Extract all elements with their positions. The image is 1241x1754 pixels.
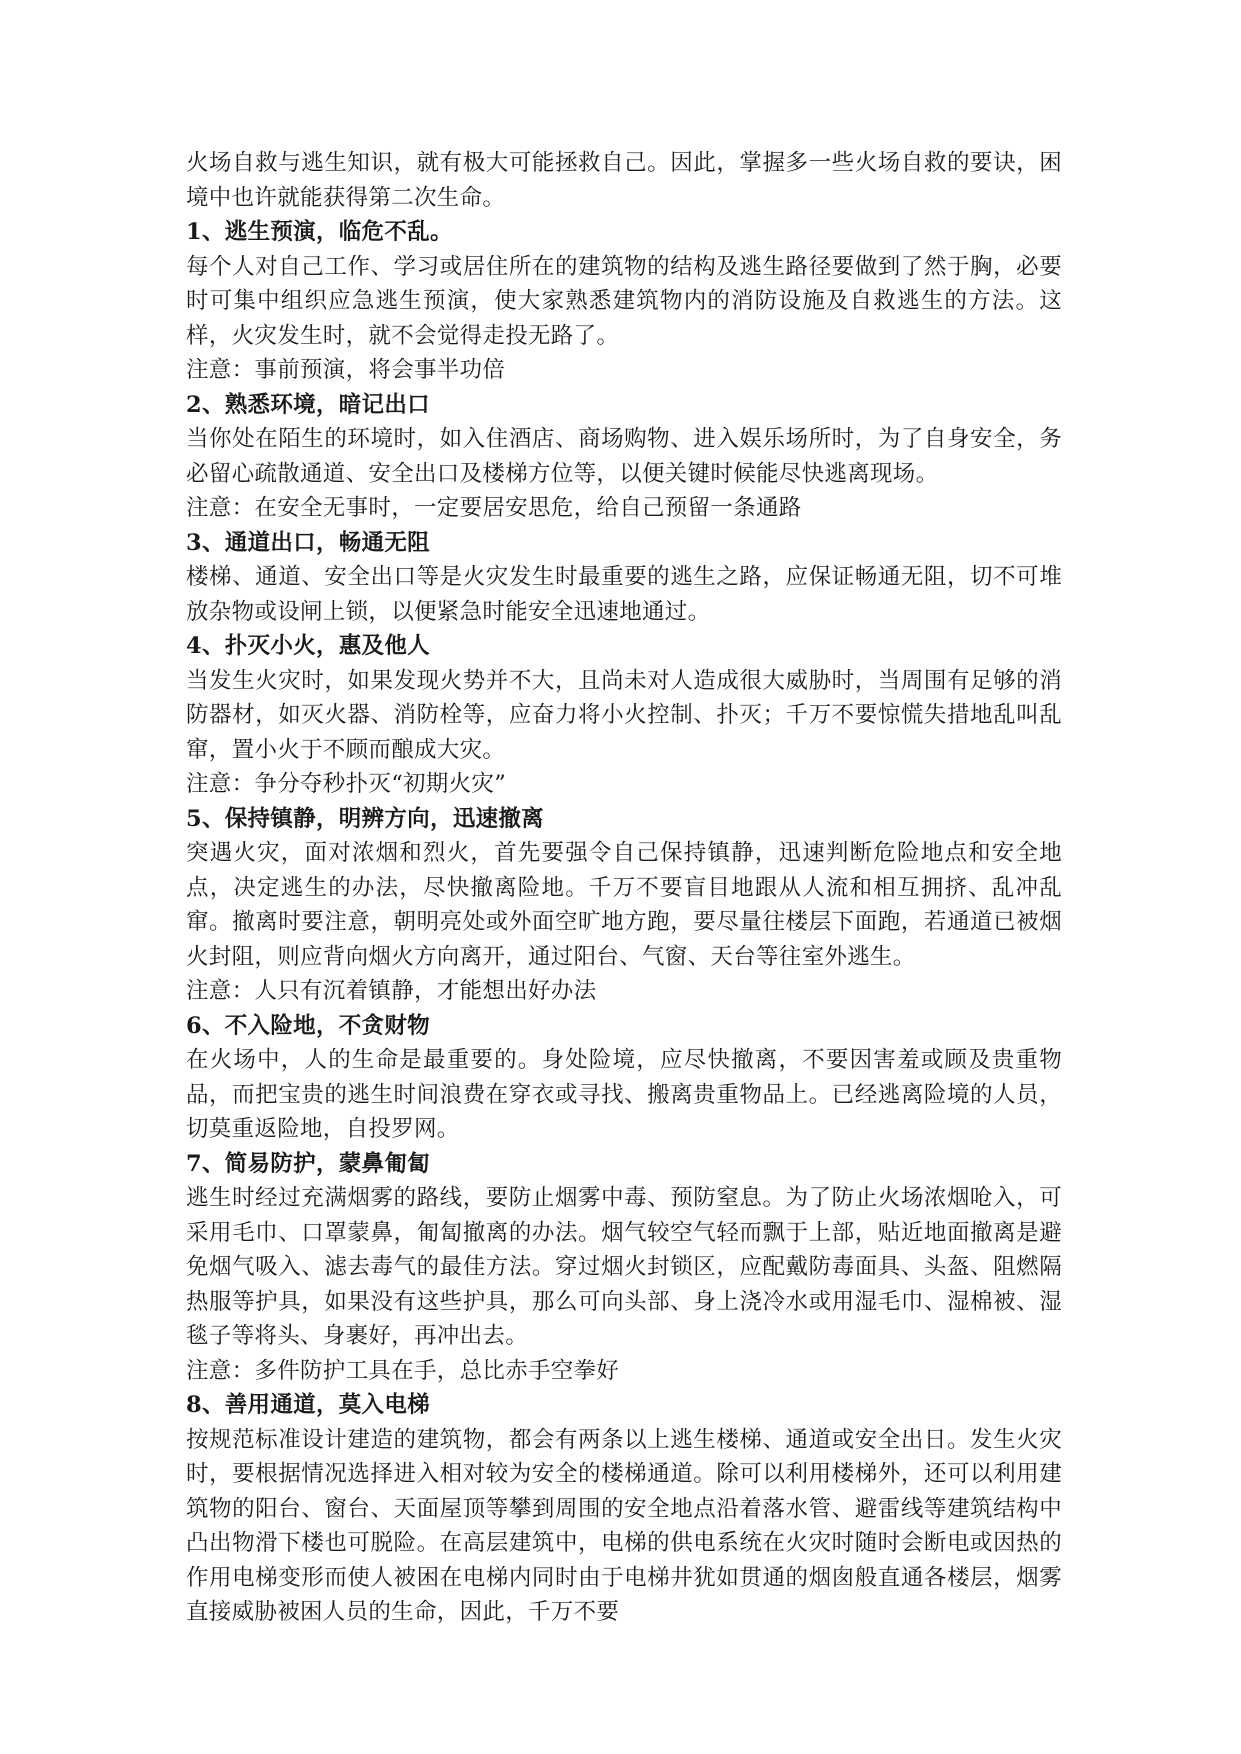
section-heading-7: 7、简易防护，蒙鼻匍匐 — [186, 1150, 430, 1177]
section-body-3: 楼梯、通道、安全出口等是火灾发生时最重要的逃生之路，应保证畅通无阻，切不可堆放杂物或设闸上锁，以便紧急时能安全迅速地通过。 — [186, 564, 1062, 625]
section-note-4: 注意：争分夺秒扑灭“初期火灾” — [186, 771, 507, 797]
section-body-2: 当你处在陌生的环境时，如入住酒店、商场购物、进入娱乐场所时，为了自身安全，务必留心疏散通道、安全出口及楼梯方位等，以便关键时候能尽快逃离现场。 — [186, 426, 1062, 487]
section-heading-3: 3、通道出口，畅通无阻 — [186, 529, 430, 556]
section-note-2: 注意：在安全无事时，一定要居安思危，给自己预留一条通路 — [186, 495, 802, 521]
intro-paragraph: 火场自救与逃生知识，就有极大可能拯救自己。因此，掌握多一些火场自救的要诀，困境中也许就能获得第二次生命。 — [186, 150, 1062, 211]
section-heading-4: 4、扑灭小火，惠及他人 — [186, 633, 430, 659]
section-body-4: 当发生火灾时，如果发现火势并不大，且尚未对人造成很大威胁时，当周围有足够的消防器材，如灭火器、消防栓等，应奋力将小火控制、扑灭；千万不要惊慌失措地乱叫乱窜，置小火于不顾而酿成大灾。 — [186, 667, 1062, 763]
section-heading-2: 2、熟悉环境，暗记出口 — [186, 391, 430, 418]
section-body-8: 按规范标准设计建造的建筑物，都会有两条以上逃生楼梯、通道或安全出日。发生火灾时，要根据情况选择进入相对较为安全的楼梯通道。除可以利用楼梯外，还可以利用建筑物的阳台、窗台、天面屋顶等攀到周围的安全地点沿着落水管、避雷线等建筑结构中凸出物滑下楼也可脱险。在高层建筑中，电梯的供电系统在火灾时随时会断电或因热的作用电梯变形而使人被困在电梯内同时由于电梯井犹如贯通的烟囱般直通各楼层，烟雾直接威胁被困人员的生命，因此，千万不要 — [186, 1426, 1062, 1625]
section-heading-8: 8、善用通道，莫入电梯 — [186, 1392, 430, 1418]
section-note-7: 注意：多件防护工具在手，总比赤手空拳好 — [186, 1357, 620, 1384]
section-body-6: 在火场中，人的生命是最重要的。身处险境，应尽快撤离，不要因害羞或顾及贵重物品，而把宝贵的逃生时间浪费在穿衣或寻找、搬离贵重物品上。已经逃离险境的人员，切莫重返险地，自投罗网。 — [186, 1047, 1062, 1142]
section-note-5: 注意：人只有沉着镇静，才能想出好办法 — [186, 978, 597, 1004]
section-body-1: 每个人对自己工作、学习或居住所在的建筑物的结构及逃生路径要做到了然于胸，必要时可集中组织应急逃生预演，使大家熟悉建筑物内的消防设施及自救逃生的方法。这样，火灾发生时，就不会觉得走投无路了。 — [186, 253, 1062, 349]
section-heading-1: 1、逃生预演，临危不乱。 — [186, 219, 453, 245]
section-note-1: 注意：事前预演，将会事半功倍 — [186, 357, 506, 383]
section-heading-5: 5、保持镇静，明辨方向，迅速撤离 — [186, 805, 544, 832]
section-body-5: 突遇火灾，面对浓烟和烈火，首先要强令自己保持镇静，迅速判断危险地点和安全地点，决定逃生的办法，尽快撤离险地。千万不要盲目地跟从人流和相互拥挤、乱冲乱窜。撤离时要注意，朝明亮处或外面空旷地方跑，要尽量往楼层下面跑，若通道已被烟火封阻，则应背向烟火方向离开，通过阳台、气窗、天台等往室外逃生。 — [186, 840, 1062, 970]
section-heading-6: 6、不入险地，不贪财物 — [186, 1012, 430, 1039]
document-body — [186, 146, 1062, 1630]
section-body-7: 逃生时经过充满烟雾的路线，要防止烟雾中毒、预防窒息。为了防止火场浓烟呛入，可采用毛巾、口罩蒙鼻，匍匐撤离的办法。烟气较空气轻而飘于上部，贴近地面撤离是避免烟气吸入、滤去毒气的最佳方法。穿过烟火封锁区，应配戴防毒面具、头盔、阻燃隔热服等护具，如果没有这些护具，那么可向头部、身上浇冷水或用湿毛巾、湿棉被、湿毯子等将头、身裹好，再冲出去。 — [186, 1185, 1062, 1349]
